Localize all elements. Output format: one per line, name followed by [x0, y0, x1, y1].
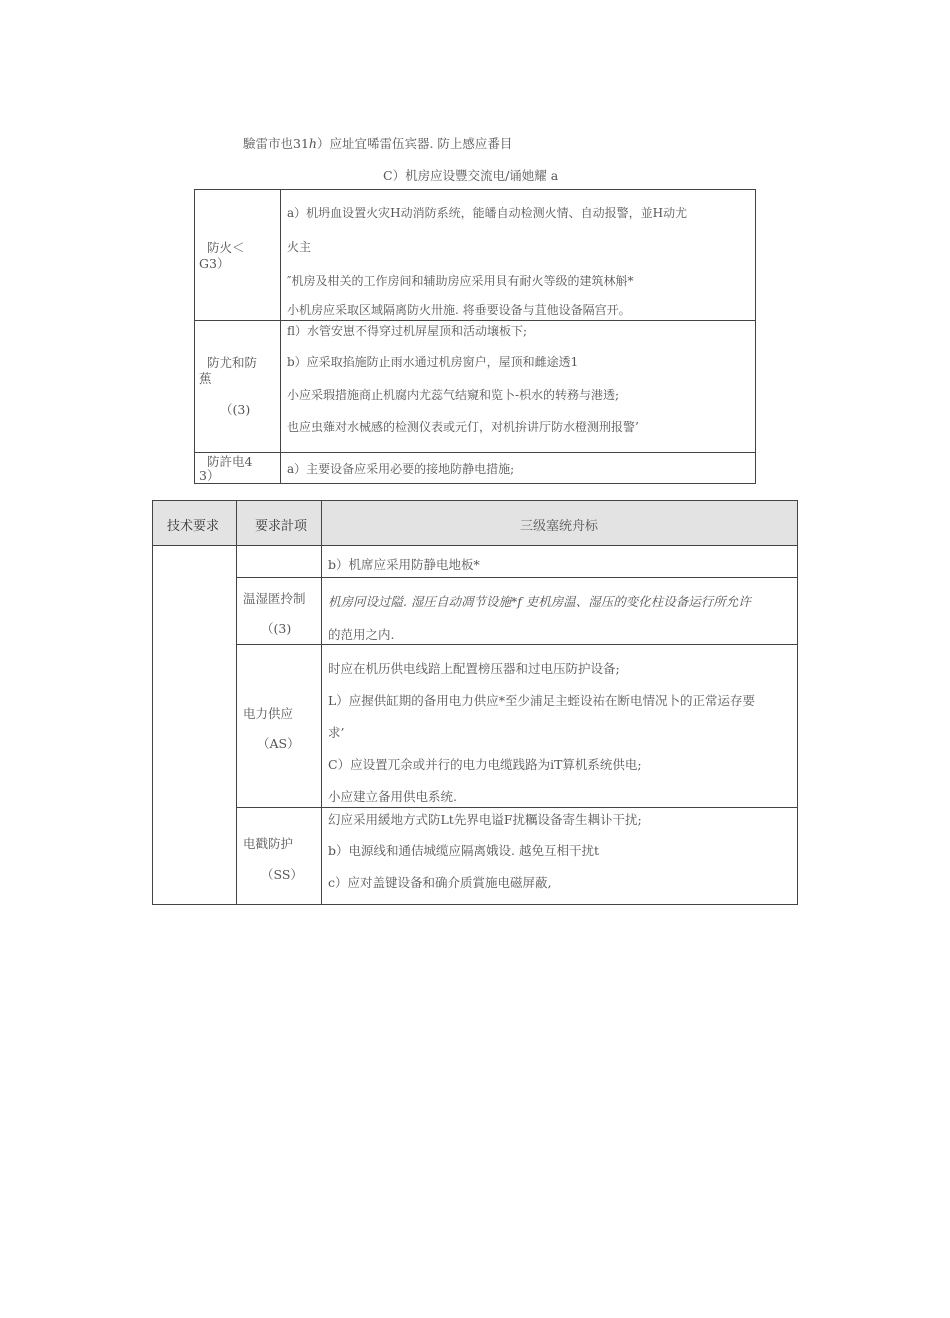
requirements-table-2 — [152, 500, 798, 905]
header-tech-requirement: 技术要求 — [167, 519, 220, 534]
static-item-a: a）主要设备应采用必要的接地防静电措施; — [287, 462, 515, 476]
row-label-temp: 温湿匿拎制 — [243, 591, 306, 606]
row-label-static-code: 3） — [199, 468, 220, 483]
temp-item-a: 机房冋设过隘. 湿圧自动凋节设施*f 吏机房温、湿压的变化柱设备运行所允许 — [328, 594, 751, 609]
row-label-fire-code: G3） — [199, 256, 230, 271]
power-item-d: 小应建立备用供电系统. — [328, 789, 457, 804]
static-item-b: b）机席应采用防静电地板* — [328, 557, 480, 572]
fire-item-a-cont: 火主 — [287, 240, 312, 254]
fire-item-b: ″机房及柑关的工作房间和辅助房应采用貝有耐火等级的建筑林斛* — [287, 274, 634, 288]
row-label-temp-code: （(3) — [261, 621, 292, 636]
row-label-water: 防尤和防 — [207, 355, 258, 370]
water-item-b: b）应采取掐施防止雨水通过机房窗户，屋顶和雌途透1 — [287, 355, 579, 369]
power-item-c: C）应设置兀余或并行的电力电缆践路为iT算机系统供电; — [328, 757, 642, 772]
row-label-power: 电力供应 — [243, 706, 294, 721]
power-item-a: 时应在机历供电线踣上配置榜压器和过电压防护设备; — [328, 661, 620, 676]
row-label-em-code: （SS） — [261, 867, 303, 882]
requirements-table-1 — [194, 189, 756, 484]
em-item-c: c）应对盖键设备和确介质賞施电磁屏蔽, — [328, 875, 552, 890]
text-line-1: 驗雷市也31ℎ）应址宜唏雷伍宾器. 防上感应番目 — [243, 136, 513, 151]
temp-item-a-cont: 的范用之内. — [328, 627, 395, 642]
text-line-2: C）机房应设豐交流电/诵她耀 a — [383, 168, 559, 183]
row-label-static: 防許电4 — [207, 454, 253, 469]
em-item-b: b）电源线和通佶城缆应隔离娥设. 越免互相干扰t — [328, 843, 599, 858]
fire-item-c: 小机房应采取区域隔离防火卅施. 将垂要设备与苴他设备隔宫开。 — [287, 303, 631, 317]
header-level3-indicator: 三级塞统舟标 — [520, 519, 599, 534]
water-item-a: fl）水管安崽不得穿过机屏屋顶和活动壌板下; — [287, 324, 528, 338]
water-item-d: 也应虫薙对水械感的检测仪表或元仃，对机拚讲厅防水橙测刑报警’ — [287, 420, 639, 434]
row-label-fire: 防火＜ — [207, 240, 245, 255]
em-item-a: 幻应采用緩地方式防Lt先界电谥F扰糲设备寄生耦讣干扰; — [328, 812, 642, 827]
header-requirement-item: 要求計项 — [255, 519, 308, 534]
table-header — [153, 501, 797, 546]
fire-item-a: a）机坍血设置火灾H动消防系统，能皤自动检测火情、自动报警，並H动尤 — [287, 206, 688, 220]
power-item-b-cont: 求’ — [328, 725, 345, 740]
row-label-water-code: （(3) — [220, 402, 251, 417]
row-label-water-2: 蕉 — [199, 371, 212, 386]
power-item-b: L）应握供缸期的备用电力供应*至少浦足主蛭设祐在断电情况卜的正常运存要 — [328, 693, 756, 708]
row-label-em: 电戳防护 — [243, 836, 294, 851]
water-item-c: 小应采瑕措施商止机腐内尤蕊气结窺和览卜-枳水的转務与港透; — [287, 388, 620, 402]
row-label-power-code: （AS） — [257, 736, 300, 751]
